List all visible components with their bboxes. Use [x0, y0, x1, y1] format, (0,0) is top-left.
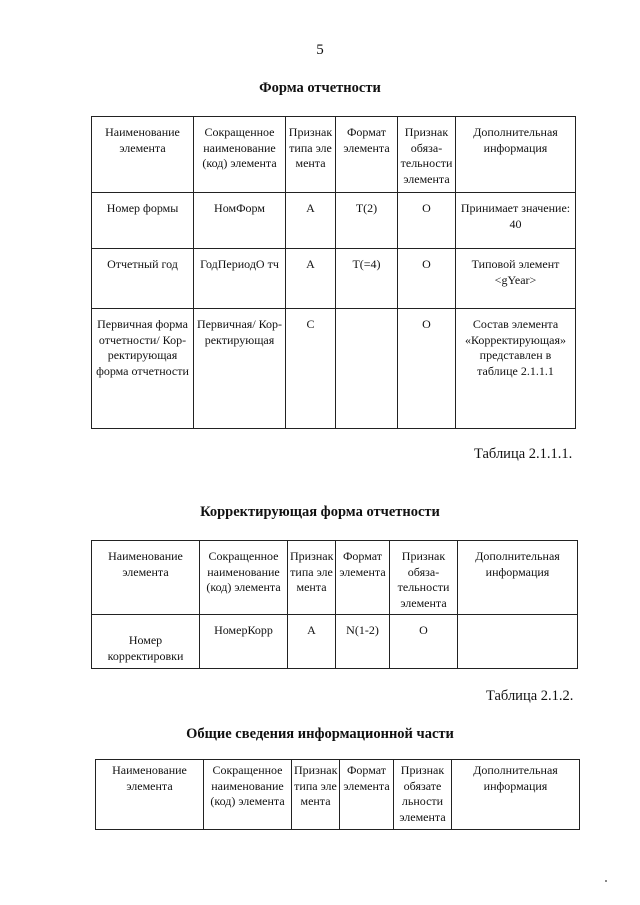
scan-speck	[605, 880, 607, 882]
header-cell-format: Формат элемента	[336, 541, 390, 615]
cell-info: Принимает значение: 40	[456, 193, 576, 249]
section-heading-general-info: Общие сведения информационной части	[186, 726, 454, 742]
table-header-row	[96, 760, 580, 830]
table-header-row	[92, 541, 578, 615]
table-caption: Таблица 2.1.1.1.	[474, 446, 573, 462]
cell-info: Типовой элемент <gYear>	[456, 249, 576, 309]
header-cell-info: Дополнительная информация	[452, 760, 580, 830]
cell-name: Номер корректировки	[92, 615, 200, 669]
header-cell-type: Признак типа эле мента	[286, 117, 336, 193]
header-cell-format: Формат элемента	[340, 760, 394, 830]
header-cell-name: Наименование элемента	[92, 117, 194, 193]
cell-info: Состав элемента «Корректирующая» представлен в таблице 2.1.1.1	[456, 309, 576, 429]
cell-code: ГодПериодО тч	[194, 249, 286, 309]
reporting-form-table	[91, 116, 576, 429]
correcting-form-table	[91, 540, 578, 669]
table-caption: Таблица 2.1.2.	[486, 688, 574, 704]
header-cell-format: Формат элемента	[336, 117, 398, 193]
header-cell-code: Сокращенное наименование (код) элемента	[204, 760, 292, 830]
cell-format: T(=4)	[336, 249, 398, 309]
page-number: 5	[316, 42, 324, 58]
header-cell-type: Признак типа эле мента	[288, 541, 336, 615]
cell-name: Отчетный год	[92, 249, 194, 309]
header-cell-info: Дополнительная информация	[456, 117, 576, 193]
cell-code: НомерКорр	[200, 615, 288, 669]
general-info-table	[95, 759, 580, 830]
cell-name: Номер формы	[92, 193, 194, 249]
table-row	[92, 193, 576, 249]
header-cell-required: Признак обяза- тельности элемента	[390, 541, 458, 615]
table-header-row	[92, 117, 576, 193]
header-cell-name: Наименование элемента	[96, 760, 204, 830]
header-cell-code: Сокращенное наименование (код) элемента	[194, 117, 286, 193]
cell-required: О	[398, 249, 456, 309]
cell-type: А	[286, 249, 336, 309]
header-cell-name: Наименование элемента	[92, 541, 200, 615]
header-cell-code: Сокращенное наименование (код) элемента	[200, 541, 288, 615]
cell-code: Первичная/ Кор- ректирующая	[194, 309, 286, 429]
cell-required: О	[398, 309, 456, 429]
cell-format: T(2)	[336, 193, 398, 249]
cell-required: О	[398, 193, 456, 249]
header-cell-required: Признак обязате льности элемента	[394, 760, 452, 830]
header-cell-info: Дополнительная информация	[458, 541, 578, 615]
cell-info	[458, 615, 578, 669]
table-row	[92, 615, 578, 669]
cell-type: С	[286, 309, 336, 429]
table-row	[92, 309, 576, 429]
table-row	[92, 249, 576, 309]
section-heading-correcting-form: Корректирующая форма отчетности	[200, 504, 440, 520]
header-cell-required: Признак обяза- тельности элемента	[398, 117, 456, 193]
cell-name: Первичная форма отчетности/ Кор- ректирующая форма отчетности	[92, 309, 194, 429]
cell-format: N(1-2)	[336, 615, 390, 669]
header-cell-type: Признак типа эле мента	[292, 760, 340, 830]
cell-format	[336, 309, 398, 429]
cell-required: О	[390, 615, 458, 669]
cell-code: НомФорм	[194, 193, 286, 249]
cell-type: А	[286, 193, 336, 249]
cell-type: А	[288, 615, 336, 669]
section-heading-reporting-form: Форма отчетности	[259, 80, 381, 96]
